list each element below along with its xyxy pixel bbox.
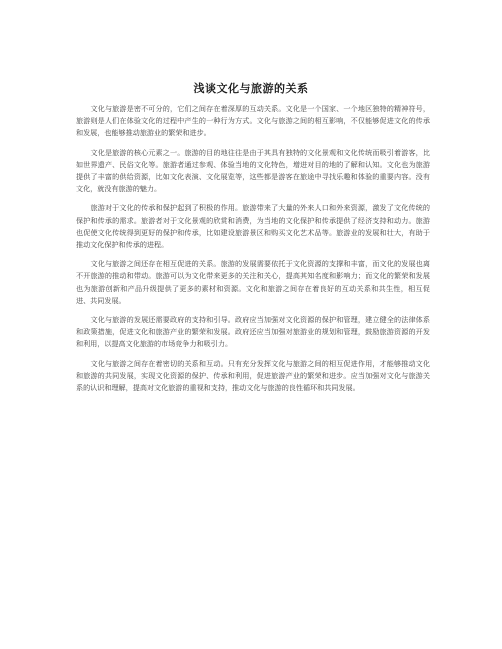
paragraph-3: 旅游对于文化的传承和保护起到了积极的作用。旅游带来了大量的外来人口和外来资源，激发了文化传统的保护和传承的需求。旅游者对于文化景观的欣赏和消费，为当地的文化保护和传承提供了经济支持和动力。旅游也促使文化传统得到更好的保护和传承，比如建设旅游景区和购买文化艺术品等。旅游业的发展和壮大，有助于推动文化保护和传承的进程。 [76, 203, 430, 250]
paragraph-5: 文化与旅游的发展还需要政府的支持和引导。政府应当加强对文化资源的保护和管理，建立健全的法律体系和政策措施，促进文化和旅游产业的繁荣和发展。政府还应当加强对旅游业的规划和管理，鼓励旅游资源的开发和利用，以提高文化旅游的市场竞争力和吸引力。 [76, 315, 430, 349]
paragraph-4: 文化与旅游之间还存在相互促进的关系。旅游的发展需要依托于文化资源的支撑和丰富，而文化的发展也离不开旅游的推动和带动。旅游可以为文化带来更多的关注和关心，提高其知名度和影响力；而文化的繁荣和发展也为旅游创新和产品升级提供了更多的素材和资源。文化和旅游之间存在着良好的互动关系和共生性，相互促进、共同发展。 [76, 259, 430, 305]
paragraph-1: 文化与旅游是密不可分的，它们之间存在着深厚的互动关系。文化是一个国家、一个地区独特的精神符号，旅游则是人们在体验文化的过程中产生的一种行为方式。文化与旅游之间的相互影响，不仅能够促进文化的传承和发展，也能够推动旅游业的繁荣和进步。 [76, 104, 430, 138]
paragraph-6: 文化与旅游之间存在着密切的关系和互动。只有充分发挥文化与旅游之间的相互促进作用，才能够推动文化和旅游的共同发展，实现文化资源的保护、传承和利用，促进旅游产业的繁荣和进步。应当加强对文化与旅游关系的认识和理解，提高对文化旅游的重视和支持，推动文化与旅游的良性循环和共同发展。 [76, 358, 430, 393]
document-body [76, 103, 430, 401]
paragraph-2: 文化是旅游的核心元素之一。旅游的目的地往往是由于其具有独特的文化景观和文化传统而吸引着游客，比如世界遗产、民俗文化等。旅游者通过参观、体验当地的文化特色，增进对目的地的了解和认知。文化也为旅游提供了丰富的供给资源，比如文化表演、文化展览等，这些都是游客在旅途中寻找乐趣和体验的重要内容。没有文化，就没有旅游的魅力。 [76, 147, 430, 194]
document-title: 浅谈文化与旅游的关系 [193, 82, 309, 95]
